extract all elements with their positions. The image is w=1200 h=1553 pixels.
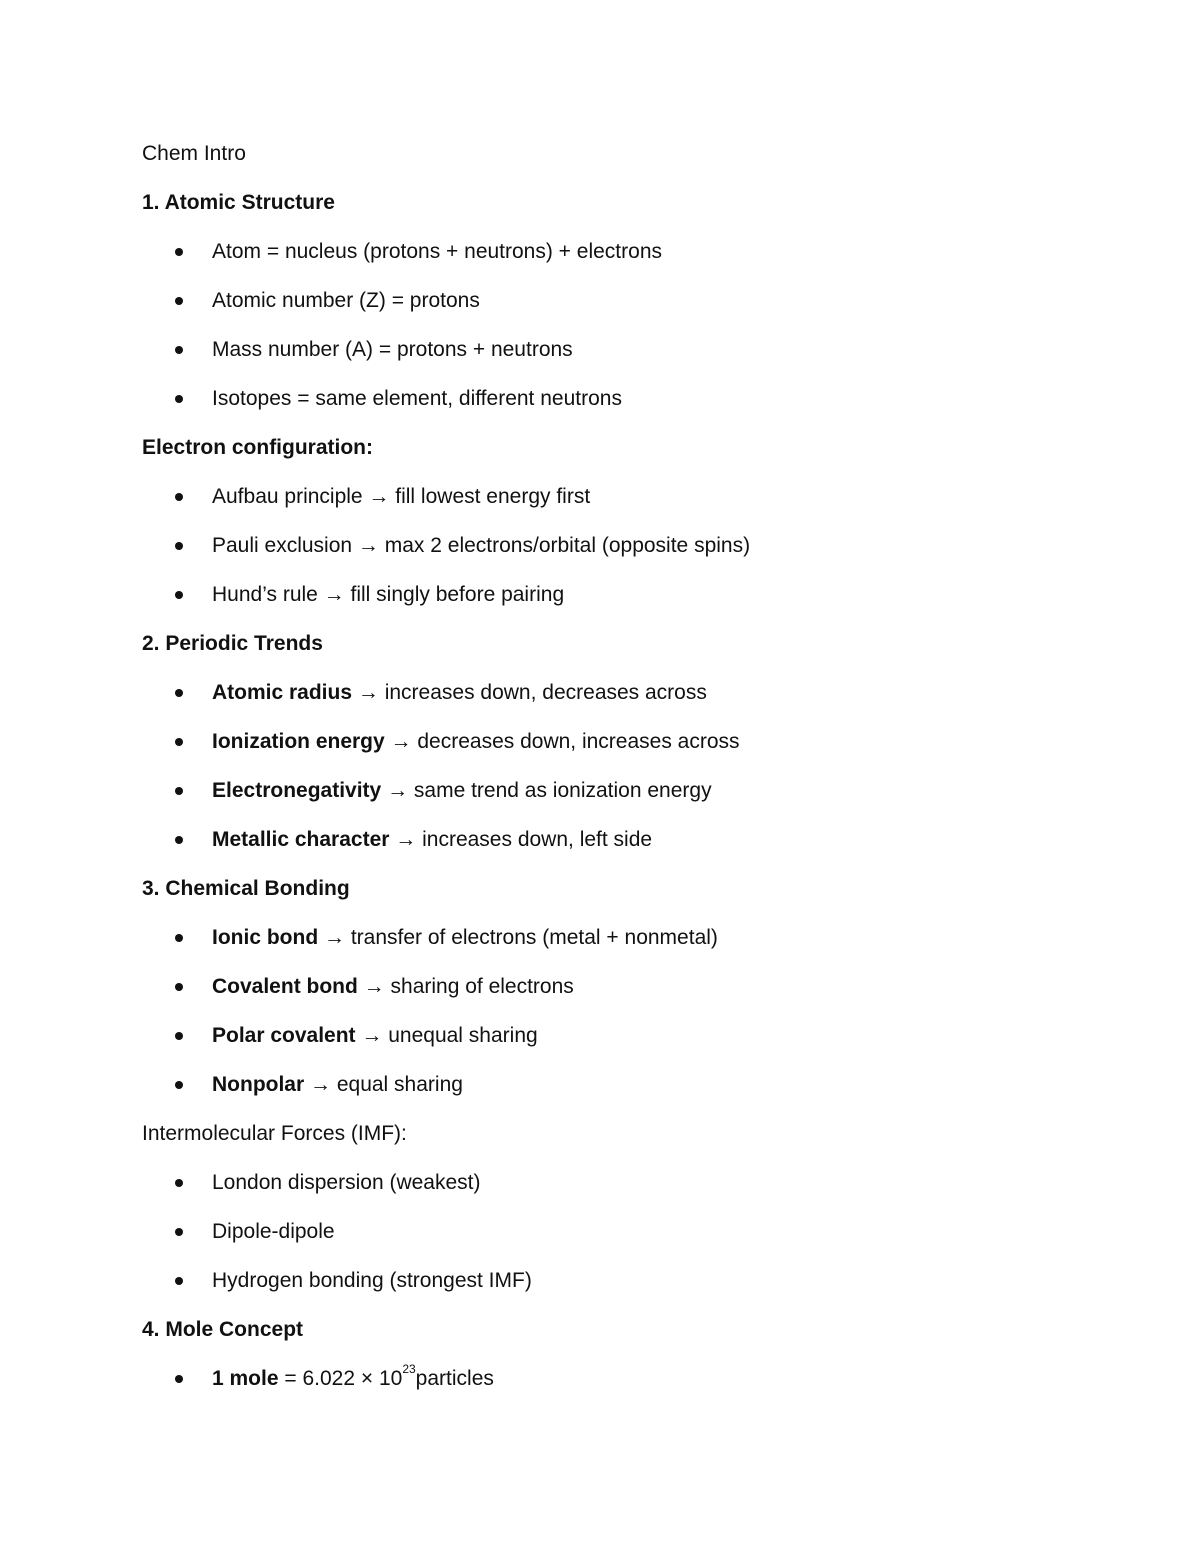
list-item-text: → same trend as ionization energy xyxy=(381,779,712,802)
list-item-term: Nonpolar xyxy=(212,1073,305,1096)
list-item-term: Atomic radius xyxy=(212,681,353,704)
list-item-text: Hydrogen bonding (strongest IMF) xyxy=(212,1269,532,1292)
list-item-term: Electronegativity xyxy=(212,779,382,802)
list-item xyxy=(142,1069,1102,1101)
list-item xyxy=(142,1167,1102,1199)
list-item xyxy=(142,677,1102,709)
bullet-icon xyxy=(175,1277,183,1285)
list-item xyxy=(142,922,1102,954)
atomic-structure-list xyxy=(142,236,1102,415)
list-item-text: Atomic number (Z) = protons xyxy=(212,289,480,312)
section-heading-atomic-structure: 1. Atomic Structure xyxy=(142,191,335,214)
bullet-icon xyxy=(175,787,183,795)
list-item xyxy=(142,579,1102,611)
list-item-text: → transfer of electrons (metal + nonmetal) xyxy=(318,926,718,949)
list-item-term: Polar covalent xyxy=(212,1024,356,1047)
list-item-text: → sharing of electrons xyxy=(357,975,574,998)
list-item xyxy=(142,775,1102,807)
list-item-text: → unequal sharing xyxy=(355,1024,538,1047)
list-item-term: Ionic bond xyxy=(212,926,319,949)
bullet-icon xyxy=(175,346,183,354)
list-item xyxy=(142,334,1102,366)
section-heading-electron-configuration: Electron configuration: xyxy=(142,436,373,459)
list-item xyxy=(142,530,1102,562)
intermolecular-forces-list xyxy=(142,1167,1102,1297)
list-item-text: Dipole-dipole xyxy=(212,1220,335,1243)
section-heading-intermolecular-forces: Intermolecular Forces (IMF): xyxy=(142,1122,407,1145)
list-item xyxy=(142,1020,1102,1052)
bullet-icon xyxy=(175,297,183,305)
list-item-text: → equal sharing xyxy=(304,1073,463,1096)
bullet-icon xyxy=(175,395,183,403)
list-item xyxy=(142,383,1102,415)
mole-tail: particles xyxy=(415,1367,494,1390)
list-item xyxy=(142,726,1102,758)
document-page xyxy=(142,138,1102,1412)
list-item xyxy=(142,236,1102,268)
list-item xyxy=(142,481,1102,513)
list-item-term: 1 mole xyxy=(212,1367,279,1390)
bullet-icon xyxy=(175,689,183,697)
bullet-icon xyxy=(175,493,183,501)
document-title: Chem Intro xyxy=(142,142,246,165)
bullet-icon xyxy=(175,1032,183,1040)
bullet-icon xyxy=(175,934,183,942)
periodic-trends-list xyxy=(142,677,1102,856)
list-item-text: → increases down, decreases across xyxy=(352,681,707,704)
section-heading-chemical-bonding: 3. Chemical Bonding xyxy=(142,877,350,900)
bullet-icon xyxy=(175,1375,183,1383)
bullet-icon xyxy=(175,983,183,991)
list-item-text: Mass number (A) = protons + neutrons xyxy=(212,338,573,361)
bullet-icon xyxy=(175,248,183,256)
electron-configuration-list xyxy=(142,481,1102,611)
bullet-icon xyxy=(175,738,183,746)
list-item-text: Atom = nucleus (protons + neutrons) + electrons xyxy=(212,240,662,263)
list-item-text: Isotopes = same element, different neutrons xyxy=(212,387,622,410)
mole-equation: = 6.022 × 10 xyxy=(278,1367,403,1390)
list-item xyxy=(142,971,1102,1003)
list-item-term: Ionization energy xyxy=(212,730,385,753)
list-item-text: → increases down, left side xyxy=(389,828,653,851)
exponent: 23 xyxy=(402,1362,416,1376)
bullet-icon xyxy=(175,591,183,599)
section-heading-mole-concept: 4. Mole Concept xyxy=(142,1318,304,1341)
list-item-text: Aufbau principle → fill lowest energy first xyxy=(212,485,591,508)
list-item xyxy=(142,1216,1102,1248)
list-item xyxy=(142,1265,1102,1297)
list-item xyxy=(142,1363,1102,1395)
bullet-icon xyxy=(175,1081,183,1089)
bullet-icon xyxy=(175,542,183,550)
list-item-text: Pauli exclusion → max 2 electrons/orbital (opposite spins) xyxy=(212,534,751,557)
list-item-text: → decreases down, increases across xyxy=(384,730,740,753)
list-item-term: Metallic character xyxy=(212,828,390,851)
mole-concept-list xyxy=(142,1363,1102,1395)
bullet-icon xyxy=(175,1179,183,1187)
list-item xyxy=(142,824,1102,856)
list-item xyxy=(142,285,1102,317)
list-item-text: London dispersion (weakest) xyxy=(212,1171,481,1194)
chemical-bonding-list xyxy=(142,922,1102,1101)
list-item-term: Covalent bond xyxy=(212,975,358,998)
bullet-icon xyxy=(175,836,183,844)
bullet-icon xyxy=(175,1228,183,1236)
section-heading-periodic-trends: 2. Periodic Trends xyxy=(142,632,323,655)
list-item-text: Hund’s rule → fill singly before pairing xyxy=(212,583,565,606)
